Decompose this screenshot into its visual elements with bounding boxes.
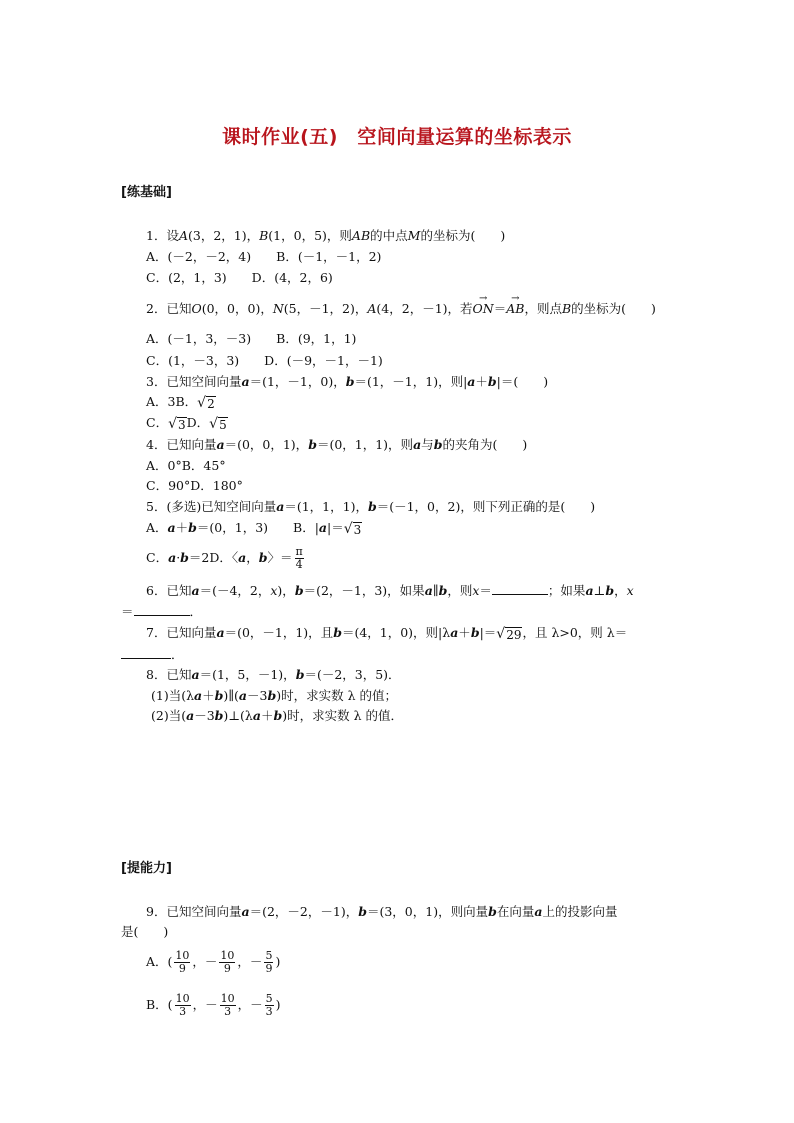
question-1-options-ab: A．(－2，－2，4) B．(－1，－1，2) bbox=[146, 249, 382, 264]
sqrt-5: √ 5 bbox=[209, 415, 227, 432]
question-8-part-2: (2)当(a－3b)⊥(λa＋b)时，求实数 λ 的值． bbox=[151, 708, 403, 723]
question-2-options-cd: C．(1，－3，3) D．(－9，－1，－1) bbox=[146, 353, 383, 368]
question-2: 2．已知O(0，0，0)，N(5，－1，2)，A(4，2，－1)，若→ ON＝→ AB，则点B的坐标为( ) bbox=[146, 300, 656, 318]
question-3-options-ab: A．3B． √ 2 bbox=[146, 394, 215, 411]
sqrt-3: √ 3 bbox=[168, 415, 186, 432]
question-5: 5．(多选)已知空间向量a＝(1，1，1)，b＝(－1，0，2)，则下列正确的是( ) bbox=[146, 499, 596, 514]
question-3-options-cd: C． √ 3 D． √ 5 bbox=[146, 415, 227, 432]
question-4: 4．已知向量a＝(0，0，1)，b＝(0，1，1)，则a与b的夹角为( ) bbox=[146, 437, 528, 452]
question-3: 3．已知空间向量a＝(1，－1，0)，b＝(1，－1，1)，则|a＋b|＝( ) bbox=[146, 374, 549, 389]
vector-ab: → AB bbox=[506, 300, 524, 318]
question-5-options-ab: A．a＋b＝(0，1，3) B．|a|＝ √ 3 bbox=[146, 520, 362, 537]
section-basic: [练基础] bbox=[121, 185, 172, 200]
section-advanced: [提能力] bbox=[121, 861, 172, 876]
question-7-line-2: ． bbox=[121, 646, 184, 664]
question-1-options-cd: C．(2，1，3) D．(4，2，6) bbox=[146, 270, 333, 285]
vector-on: → ON bbox=[473, 300, 494, 318]
answer-blank-6a[interactable] bbox=[492, 582, 548, 595]
sqrt-2: √ 2 bbox=[197, 394, 215, 411]
question-4-options-ab: A．0°B．45° bbox=[146, 458, 226, 473]
answer-blank-7[interactable] bbox=[121, 646, 171, 659]
question-9-option-b: B．( $\frac{10}{3}$ ，－ $\frac{10}{3}$ ，－ $\frac{5}{3}$ ) bbox=[146, 992, 281, 1018]
sqrt-3-b: √ 3 bbox=[343, 520, 362, 537]
question-5-options-cd: C．a·b＝2D．〈a，b〉＝ $\frac{\pi}{4}$ bbox=[146, 545, 303, 571]
question-9-line-2: 是( ) bbox=[121, 924, 169, 939]
question-1: 1．设A(3，2，1)，B(1，0，5)，则AB的中点M的坐标为( ) bbox=[146, 228, 506, 243]
question-9: 9．已知空间向量a＝(2，－2，－1)，b＝(3，0，1)，则向量b在向量a上的投影向量 bbox=[146, 904, 618, 919]
sqrt-29: √ 29 bbox=[496, 625, 522, 642]
question-6-line-2: ＝ ． bbox=[121, 604, 203, 619]
question-2-options-ab: A．(－1，3，－3) B．(9，1，1) bbox=[146, 331, 357, 346]
question-8: 8．已知a＝(1，5，－1)，b＝(－2，3，5)． bbox=[146, 667, 401, 682]
question-9-option-a: A．( $\frac{10}{9}$ ，－ $\frac{10}{9}$ ，－ $\frac{5}{9}$ ) bbox=[146, 949, 281, 975]
page-title: 课时作业(五) 空间向量运算的坐标表示 bbox=[222, 126, 572, 148]
question-8-part-1: (1)当(λa＋b)∥(a－3b)时，求实数 λ 的值； bbox=[151, 688, 397, 703]
question-4-options-cd: C．90°D．180° bbox=[146, 478, 243, 493]
question-7: 7．已知向量a＝(0，－1，1)，且b＝(4，1，0)，则|λa＋b|＝ √ 29 ，且 λ>0，则 λ＝ bbox=[146, 625, 628, 642]
question-6: 6．已知a＝(－4，2，x)，b＝(2，－1，3)，如果a∥b，则x＝ ；如果a⊥b，x bbox=[146, 583, 634, 598]
fraction-pi-over-4: $\frac{\pi}{4}$ bbox=[295, 545, 303, 571]
answer-blank-6b[interactable] bbox=[134, 603, 190, 616]
